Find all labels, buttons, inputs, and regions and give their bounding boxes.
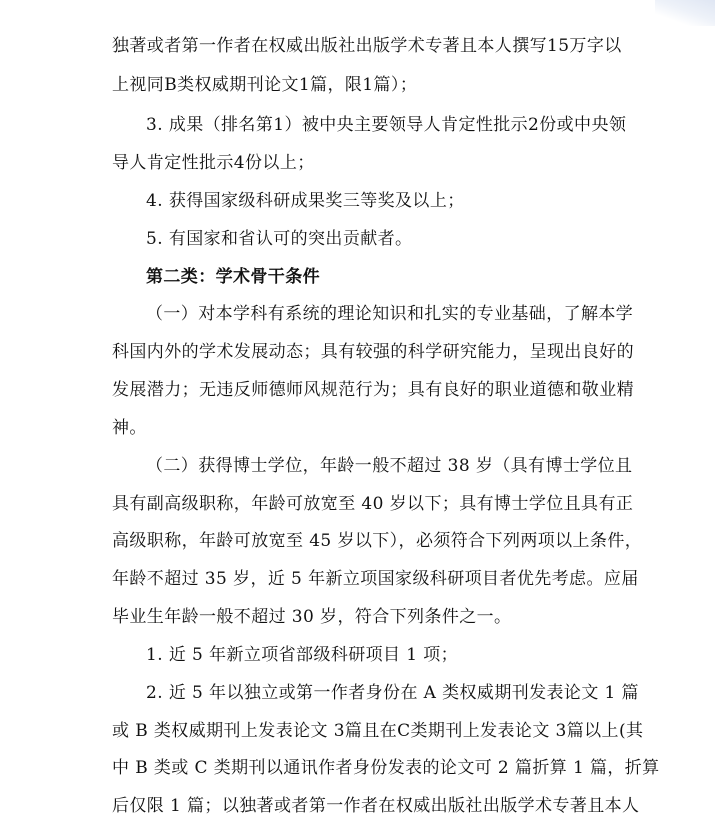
text-line: 毕业生年龄一般不超过 30 岁，符合下列条件之一。 (112, 607, 512, 627)
text-line: 高级职称，年龄可放宽至 45 岁以下），必须符合下列两项以上条件， (112, 531, 643, 551)
text-line: 发展潜力；无违反师德师风规范行为；具有良好的职业道德和敬业精 (112, 380, 634, 400)
text-line: 或 B 类权威期刊上发表论文 3篇且在C类期刊上发表论文 3篇以上(其 (112, 721, 644, 741)
section-heading: 第二类：学术骨干条件 (146, 267, 320, 287)
text-line: 3. 成果（排名第1）被中央主要领导人肯定性批示2份或中央领 (146, 115, 627, 135)
text-line: 上视同B类权威期刊论文1篇，限1篇）； (112, 75, 418, 95)
text-line: 后仅限 1 篇；以独著或者第一作者在权威出版社出版学术专著且本人 (112, 796, 640, 816)
text-line: 年龄不超过 35 岁，近 5 年新立项国家级科研项目者优先考虑。应届 (112, 569, 639, 589)
text-line: 科国内外的学术发展动态；具有较强的科学研究能力，呈现出良好的 (112, 342, 634, 362)
text-line: （一）对本学科有系统的理论知识和扎实的专业基础，了解本学 (146, 304, 634, 324)
text-line: 神。 (112, 418, 147, 438)
text-line: 4. 获得国家级科研成果奖三等奖及以上； (146, 191, 465, 211)
text-line: （二）获得博士学位，年龄一般不超过 38 岁（具有博士学位且 (146, 456, 633, 476)
text-line: 中 B 类或 C 类期刊以通讯作者身份发表的论文可 2 篇折算 1 篇，折算 (112, 758, 660, 778)
text-line: 2. 近 5 年以独立或第一作者身份在 A 类权威期刊发表论文 1 篇 (146, 683, 639, 703)
text-line: 5. 有国家和省认可的突出贡献者。 (146, 229, 413, 249)
text-line: 1. 近 5 年新立项省部级科研项目 1 项； (146, 645, 459, 665)
text-line: 导人肯定性批示4份以上； (112, 153, 315, 173)
text-line: 独著或者第一作者在权威出版社出版学术专著且本人撰写15万字以 (112, 36, 622, 56)
text-line: 具有副高级职称，年龄可放宽至 40 岁以下；具有博士学位且具有正 (112, 494, 634, 514)
corner-decoration (655, 0, 715, 26)
